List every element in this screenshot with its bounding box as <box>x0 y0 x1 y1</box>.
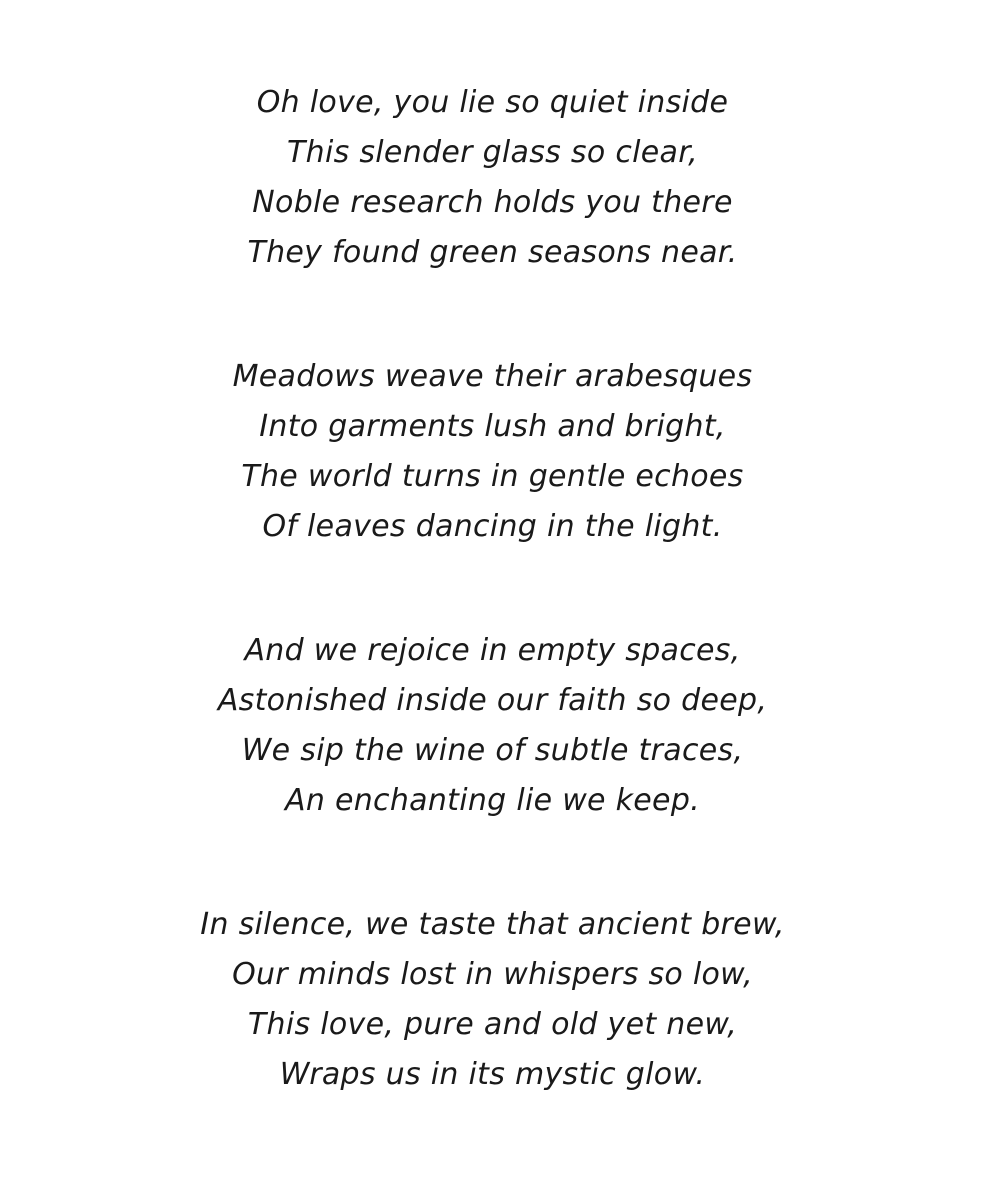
poem-line: This love, pure and old yet new, <box>247 1007 738 1042</box>
poem-line: Oh love, you lie so quiet inside <box>256 85 729 120</box>
poem-line: We sip the wine of subtle traces, <box>241 733 744 768</box>
poem-line: Of leaves dancing in the light. <box>262 509 723 544</box>
poem-line: Wraps us in its mystic glow. <box>279 1057 706 1092</box>
poem-line: Astonished inside our faith so deep, <box>217 683 768 718</box>
poem-line: Our minds lost in whispers so low, <box>232 957 753 992</box>
stanza-4 <box>0 900 985 1100</box>
poem-line: Into garments lush and bright, <box>259 409 726 444</box>
stanza-1 <box>0 78 985 278</box>
poem-line: The world turns in gentle echoes <box>241 459 744 494</box>
poem <box>0 78 985 1174</box>
poem-line: They found green seasons near. <box>247 235 738 270</box>
poem-line: Noble research holds you there <box>252 185 733 220</box>
stanza-3 <box>0 626 985 826</box>
poem-line: Meadows weave their arabesques <box>232 359 753 394</box>
poem-line: In silence, we taste that ancient brew, <box>200 907 785 942</box>
poem-line: And we rejoice in empty spaces, <box>244 633 741 668</box>
stanza-2 <box>0 352 985 552</box>
poem-line: This slender glass so clear, <box>287 135 698 170</box>
poem-line: An enchanting lie we keep. <box>285 783 700 818</box>
